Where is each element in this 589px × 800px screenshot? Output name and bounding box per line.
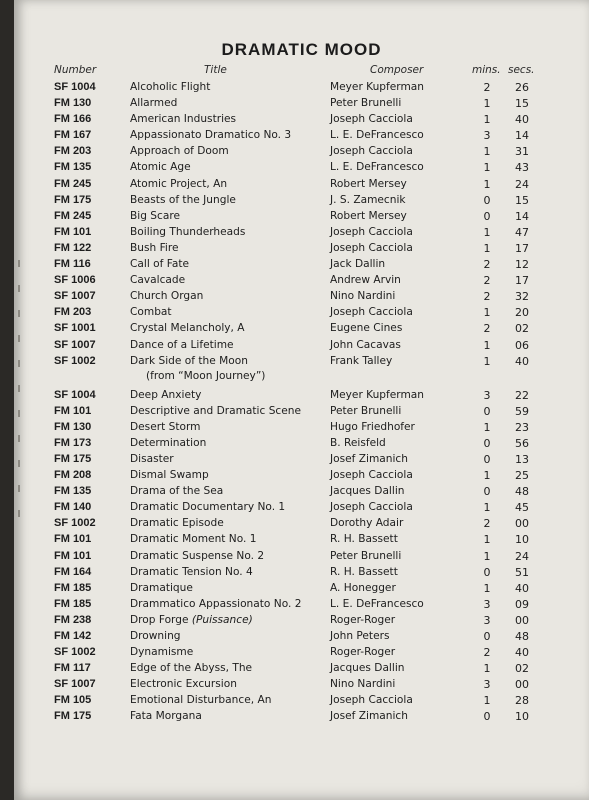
track-seconds: 10	[515, 710, 529, 724]
track-minutes: 0	[483, 485, 491, 499]
track-number: FM 175	[54, 452, 92, 465]
track-minutes: 1	[483, 97, 491, 111]
track-minutes: 2	[483, 646, 491, 660]
table-row	[14, 436, 589, 452]
track-title	[130, 241, 179, 256]
track-composer: Hugo Friedhofer	[330, 420, 415, 433]
track-seconds: 23	[515, 420, 529, 434]
table-row	[14, 193, 589, 209]
track-title	[130, 321, 245, 336]
table-row	[14, 661, 589, 677]
track-composer: Jacques Dallin	[330, 485, 405, 498]
track-minutes: 1	[483, 145, 491, 159]
track-title-text: Church Organ	[130, 290, 204, 303]
track-title-text: Drama of the Sea	[130, 485, 224, 498]
track-title-text: Dynamisme	[130, 646, 194, 659]
track-number: FM 203	[54, 145, 92, 158]
table-row	[14, 128, 589, 144]
table-row	[14, 677, 589, 693]
track-title	[130, 500, 285, 515]
track-composer: R. H. Bassett	[330, 565, 398, 578]
track-title	[130, 484, 223, 499]
track-minutes: 0	[483, 209, 491, 223]
track-title	[130, 661, 252, 676]
table-row	[14, 484, 589, 500]
table-row	[14, 629, 589, 645]
track-title	[130, 305, 172, 320]
track-composer: John Peters	[330, 630, 390, 642]
track-title-text: Deep Anxiety	[130, 388, 202, 401]
track-title-text: Drop Forge	[130, 613, 189, 626]
header-mins: mins.	[472, 64, 501, 76]
track-composer: Joseph Cacciola	[330, 113, 413, 126]
track-composer: Frank Talley	[330, 354, 393, 367]
track-title	[130, 532, 257, 547]
track-composer: Joseph Cacciola	[330, 145, 413, 158]
track-title	[130, 96, 177, 111]
track-number: SF 1006	[54, 274, 96, 287]
track-number: FM 135	[54, 485, 92, 498]
track-number: FM 101	[54, 404, 92, 417]
track-title-text: Appassionato Dramatico No. 3	[130, 129, 292, 142]
track-title-text: Atomic Project, An	[130, 177, 228, 190]
track-title	[130, 613, 253, 628]
track-seconds: 20	[515, 306, 529, 320]
track-minutes: 0	[483, 436, 491, 450]
track-number: FM 175	[54, 193, 92, 206]
track-composer: Meyer Kupferman	[330, 388, 424, 401]
track-title	[130, 452, 174, 467]
track-number: SF 1004	[54, 388, 96, 401]
track-number: SF 1007	[54, 290, 96, 303]
track-title-text: Dramatic Episode	[130, 517, 224, 530]
track-minutes: 1	[483, 469, 491, 483]
track-composer: Joseph Cacciola	[330, 501, 413, 514]
table-row	[14, 338, 589, 354]
track-number: SF 1001	[54, 322, 96, 335]
track-composer: Roger-Roger	[330, 646, 396, 659]
table-row	[14, 468, 589, 484]
track-number: SF 1002	[54, 646, 96, 659]
track-composer: Dorothy Adair	[330, 517, 404, 530]
track-title-text: Desert Storm	[130, 420, 201, 433]
track-minutes: 1	[483, 113, 491, 127]
track-number: FM 167	[54, 129, 92, 142]
track-minutes: 3	[483, 613, 491, 627]
table-row	[14, 177, 589, 193]
column-header	[14, 64, 589, 80]
table-row	[14, 289, 589, 305]
page-title: DRAMATIC MOOD	[221, 40, 382, 59]
track-number: FM 117	[54, 662, 91, 675]
track-number: SF 1002	[54, 517, 96, 530]
table-row	[14, 581, 589, 597]
track-title-text: Crystal Melancholy, A	[130, 322, 245, 335]
track-composer: Jack Dallin	[330, 258, 386, 271]
track-seconds: 40	[515, 646, 529, 660]
track-seconds: 40	[515, 113, 529, 127]
track-minutes: 0	[483, 404, 491, 418]
track-seconds: 02	[515, 322, 529, 336]
track-minutes: 2	[483, 258, 491, 272]
track-seconds: 06	[515, 338, 529, 352]
track-title-text: Boiling Thunderheads	[130, 225, 246, 238]
track-title	[130, 629, 181, 644]
track-title	[130, 338, 234, 353]
track-seconds: 48	[515, 485, 529, 499]
track-number: FM 245	[54, 177, 92, 190]
track-minutes: 3	[483, 129, 491, 143]
track-minutes: 1	[483, 533, 491, 547]
track-seconds: 40	[515, 354, 529, 368]
track-title	[130, 354, 265, 384]
track-title-text: Disaster	[130, 452, 174, 465]
table-row	[14, 225, 589, 241]
header-title: Title	[204, 64, 227, 76]
track-title	[130, 388, 201, 403]
track-minutes: 0	[483, 565, 491, 579]
track-composer: Peter Brunelli	[330, 97, 402, 110]
track-seconds: 17	[515, 274, 529, 288]
track-seconds: 40	[515, 581, 529, 595]
table-row	[14, 96, 589, 112]
track-title	[130, 436, 206, 451]
table-row	[14, 321, 589, 337]
track-seconds: 24	[515, 549, 529, 563]
track-minutes: 0	[483, 193, 491, 207]
track-composer: Joseph Cacciola	[330, 469, 413, 482]
track-seconds: 13	[515, 452, 529, 466]
track-seconds: 00	[515, 517, 529, 531]
track-minutes: 1	[483, 306, 491, 320]
track-title-text: Dramatic Moment No. 1	[130, 533, 257, 546]
table-row	[14, 160, 589, 176]
track-number: FM 101	[54, 549, 92, 562]
track-minutes: 1	[483, 549, 491, 563]
track-title	[130, 549, 264, 564]
track-number: FM 173	[54, 436, 92, 449]
table-row	[14, 112, 589, 128]
track-minutes: 1	[483, 225, 491, 239]
track-composer: Eugene Cines	[330, 322, 403, 335]
track-composer: Joseph Cacciola	[330, 225, 413, 238]
track-number: FM 101	[54, 533, 92, 546]
track-minutes: 3	[483, 388, 491, 402]
track-title	[130, 581, 193, 596]
track-minutes: 1	[483, 241, 491, 255]
catalog-page	[14, 0, 589, 800]
track-number: FM 185	[54, 581, 92, 594]
track-title	[130, 112, 236, 127]
track-title	[130, 289, 203, 304]
track-title-text: Dramatic Suspense No. 2	[130, 549, 265, 562]
track-title	[130, 144, 229, 159]
track-title	[130, 128, 291, 143]
track-minutes: 1	[483, 662, 491, 676]
track-number: FM 135	[54, 161, 92, 174]
table-row	[14, 80, 589, 96]
track-composer: L. E. DeFrancesco	[330, 597, 424, 610]
track-title	[130, 273, 185, 288]
track-minutes: 1	[483, 420, 491, 434]
track-composer: B. Reisfeld	[330, 436, 386, 449]
track-title	[130, 468, 209, 483]
table-row	[14, 354, 589, 388]
track-seconds: 22	[515, 388, 529, 402]
track-composer: L. E. DeFrancesco	[330, 161, 424, 174]
track-title	[130, 565, 253, 580]
track-title-text: Dramatic Tension No. 4	[130, 565, 253, 578]
track-title	[130, 225, 245, 240]
track-number: FM 101	[54, 225, 92, 238]
table-row	[14, 645, 589, 661]
track-number: FM 164	[54, 565, 92, 578]
table-row	[14, 549, 589, 565]
track-composer: John Cacavas	[330, 338, 401, 351]
table-row	[14, 516, 589, 532]
track-composer: J. S. Zamecnik	[330, 193, 406, 206]
track-composer: A. Honegger	[330, 581, 396, 594]
track-title	[130, 709, 202, 724]
table-row	[14, 305, 589, 321]
track-composer: Robert Mersey	[330, 209, 407, 222]
track-title-text: Cavalcade	[130, 274, 186, 287]
track-title	[130, 160, 191, 175]
track-seconds: 43	[515, 161, 529, 175]
table-row	[14, 420, 589, 436]
track-list	[14, 80, 589, 726]
track-composer: Joseph Cacciola	[330, 306, 413, 319]
table-row	[14, 404, 589, 420]
track-minutes: 1	[483, 581, 491, 595]
track-minutes: 3	[483, 678, 491, 692]
track-title-text: Beasts of the Jungle	[130, 193, 236, 206]
track-seconds: 14	[515, 129, 529, 143]
track-title	[130, 80, 210, 95]
track-seconds: 00	[515, 678, 529, 692]
track-seconds: 14	[515, 209, 529, 223]
track-title	[130, 404, 301, 419]
track-minutes: 1	[483, 338, 491, 352]
track-title-text: Allarmed	[130, 97, 178, 110]
track-title	[130, 209, 180, 224]
track-title	[130, 177, 227, 192]
track-seconds: 15	[515, 193, 529, 207]
track-title	[130, 677, 237, 692]
track-composer: Andrew Arvin	[330, 274, 401, 287]
track-seconds: 00	[515, 613, 529, 627]
track-composer: Nino Nardini	[330, 678, 396, 691]
track-title-text: Dramatic Documentary No. 1	[130, 501, 286, 514]
track-composer: Joseph Cacciola	[330, 694, 413, 707]
table-row	[14, 257, 589, 273]
track-minutes: 1	[483, 354, 491, 368]
table-row	[14, 144, 589, 160]
track-title-text: Determination	[130, 436, 207, 449]
track-minutes: 1	[483, 177, 491, 191]
track-title-text: Bush Fire	[130, 241, 179, 254]
track-composer: L. E. DeFrancesco	[330, 129, 424, 142]
track-number: FM 208	[54, 469, 92, 482]
track-seconds: 12	[515, 258, 529, 272]
track-minutes: 1	[483, 501, 491, 515]
track-title-text: Drowning	[130, 630, 181, 642]
track-number: FM 105	[54, 694, 92, 707]
table-row	[14, 709, 589, 725]
track-seconds: 17	[515, 241, 529, 255]
track-number: FM 140	[54, 501, 92, 514]
track-title	[130, 193, 236, 208]
track-number: FM 203	[54, 306, 92, 319]
track-number: FM 166	[54, 113, 92, 126]
track-composer: Meyer Kupferman	[330, 81, 424, 93]
track-number: FM 130	[54, 420, 92, 433]
track-number: FM 175	[54, 710, 92, 723]
track-title	[130, 645, 193, 660]
track-title-text: Electronic Excursion	[130, 678, 237, 691]
track-seconds: 25	[515, 469, 529, 483]
track-title-text: Emotional Disturbance, An	[130, 694, 272, 707]
header-secs: secs.	[508, 64, 535, 76]
track-seconds: 51	[515, 565, 529, 579]
track-title-text: Approach of Doom	[130, 145, 229, 158]
track-title	[130, 516, 224, 531]
track-seconds: 24	[515, 177, 529, 191]
track-title-text: Dramatique	[130, 581, 193, 594]
track-title-text: Drammatico Appassionato No. 2	[130, 597, 302, 610]
track-minutes: 3	[483, 597, 491, 611]
track-minutes: 2	[483, 81, 491, 94]
table-row	[14, 500, 589, 516]
track-title-text: Fata Morgana	[130, 710, 202, 723]
track-composer: Robert Mersey	[330, 177, 407, 190]
table-row	[14, 597, 589, 613]
track-title-text: Combat	[130, 306, 172, 319]
track-seconds: 28	[515, 694, 529, 708]
track-title-text: Big Scare	[130, 209, 180, 222]
track-seconds: 32	[515, 290, 529, 304]
track-title	[130, 693, 271, 708]
header-number: Number	[54, 64, 97, 76]
track-subtitle: (from “Moon Journey”)	[146, 369, 266, 382]
track-title-text: Alcoholic Flight	[130, 81, 211, 93]
table-row	[14, 532, 589, 548]
table-row	[14, 388, 589, 404]
track-number: SF 1004	[54, 81, 96, 93]
track-minutes: 2	[483, 322, 491, 336]
track-number: FM 245	[54, 209, 92, 222]
track-minutes: 0	[483, 452, 491, 466]
track-composer: Peter Brunelli	[330, 404, 402, 417]
track-composer: Jacques Dallin	[330, 662, 405, 675]
track-composer: Peter Brunelli	[330, 549, 402, 562]
track-minutes: 1	[483, 694, 491, 708]
table-row	[14, 241, 589, 257]
track-title-text: Dance of a Lifetime	[130, 338, 234, 351]
track-seconds: 15	[515, 97, 529, 111]
track-number: FM 122	[54, 241, 92, 254]
track-title	[130, 257, 189, 272]
track-title	[130, 597, 301, 612]
track-title-alt: (Puissance)	[191, 613, 253, 626]
track-number: FM 130	[54, 97, 92, 110]
track-number: SF 1007	[54, 678, 96, 691]
table-row	[14, 613, 589, 629]
track-minutes: 0	[483, 710, 491, 724]
track-number: FM 238	[54, 613, 92, 626]
track-seconds: 31	[515, 145, 529, 159]
table-row	[14, 565, 589, 581]
table-row	[14, 209, 589, 225]
track-title-text: Atomic Age	[130, 161, 191, 174]
track-seconds: 48	[515, 630, 529, 643]
track-title-text: American Industries	[130, 113, 237, 126]
track-minutes: 2	[483, 290, 491, 304]
table-row	[14, 273, 589, 289]
track-minutes: 1	[483, 161, 491, 175]
track-number: SF 1002	[54, 354, 96, 367]
track-number: FM 142	[54, 630, 92, 642]
track-composer: R. H. Bassett	[330, 533, 398, 546]
track-composer: Roger-Roger	[330, 613, 396, 626]
track-title-text: Dark Side of the Moon	[130, 354, 248, 367]
track-composer: Josef Zimanich	[330, 452, 408, 465]
table-row	[14, 452, 589, 468]
track-minutes: 2	[483, 274, 491, 288]
track-composer: Joseph Cacciola	[330, 241, 413, 254]
track-composer: Nino Nardini	[330, 290, 396, 303]
track-title-text: Call of Fate	[130, 258, 190, 271]
track-seconds: 56	[515, 436, 529, 450]
track-number: SF 1007	[54, 338, 96, 351]
track-seconds: 26	[515, 81, 529, 94]
header-composer: Composer	[370, 64, 424, 76]
track-number: FM 185	[54, 597, 92, 610]
track-title-text: Descriptive and Dramatic Scene	[130, 404, 301, 417]
table-row	[14, 693, 589, 709]
track-seconds: 10	[515, 533, 529, 547]
track-seconds: 02	[515, 662, 529, 676]
track-composer: Josef Zimanich	[330, 710, 408, 723]
track-seconds: 47	[515, 225, 529, 239]
track-title-text: Edge of the Abyss, The	[130, 662, 253, 675]
track-minutes: 0	[483, 630, 491, 643]
track-number: FM 116	[54, 258, 91, 271]
track-seconds: 09	[515, 597, 529, 611]
track-seconds: 45	[515, 501, 529, 515]
track-title	[130, 420, 200, 435]
track-title-text: Dismal Swamp	[130, 469, 209, 482]
track-minutes: 2	[483, 517, 491, 531]
track-seconds: 59	[515, 404, 529, 418]
